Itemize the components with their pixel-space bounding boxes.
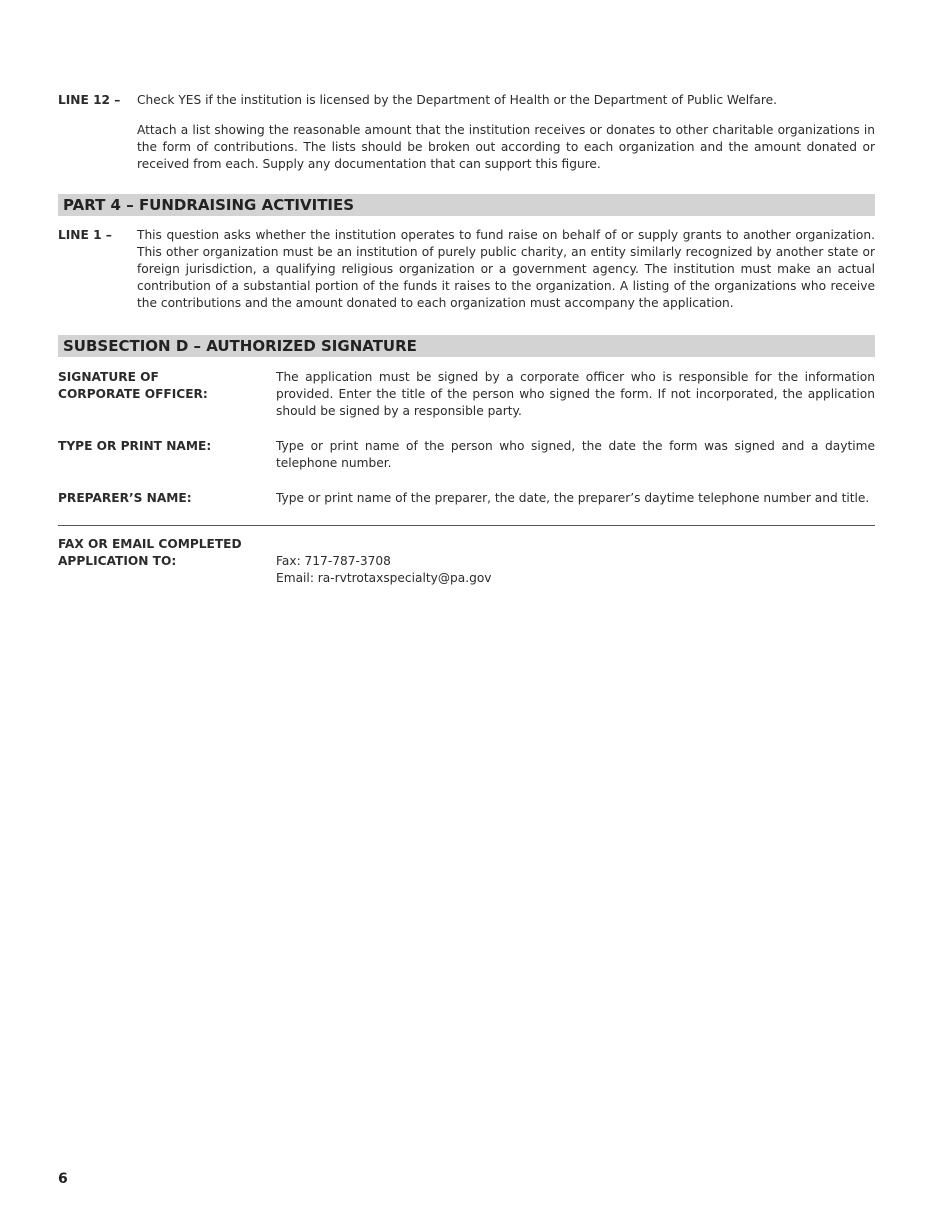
subsection-d-heading: SUBSECTION D – AUTHORIZED SIGNATURE (58, 335, 875, 357)
fax-email-row (58, 536, 875, 587)
preparer-name-term: PREPARER’S NAME: (58, 491, 192, 505)
part-4-line-1-label: LINE 1 – (58, 228, 112, 242)
email-address: Email: ra-rvtrotaxspecialty@pa.gov (276, 571, 492, 585)
part-4-heading: PART 4 – FUNDRAISING ACTIVITIES (58, 194, 875, 216)
type-print-name-row (58, 438, 875, 472)
signature-term: SIGNATURE OF CORPORATE OFFICER: (58, 370, 208, 401)
preparer-name-description: Type or print name of the preparer, the date, the preparer’s daytime telephone number and title. (276, 491, 870, 505)
divider (58, 525, 875, 526)
fax-email-details (276, 536, 875, 587)
line-12-text: Check YES if the institution is licensed by the Department of Health or the Department of Public Welfare. (137, 93, 777, 107)
signature-description: The application must be signed by a corporate officer who is responsible for the information provided. Enter the title of the person who signed the form. If not incorporated, the application should be signed by a responsible party. (276, 370, 875, 418)
page-number: 6 (58, 1171, 68, 1187)
type-print-name-description: Type or print name of the person who signed, the date the form was signed and a daytime telephone number. (276, 439, 875, 470)
line-12-attach-paragraph: Attach a list showing the reasonable amount that the institution receives or donates to other charitable organizations in the form of contributions. The lists should be broken out according to each organization and the amount donated or received from each. Supply any documentation that can support this figure. (137, 123, 875, 171)
line-12-row (58, 92, 875, 109)
signature-row (58, 369, 875, 420)
fax-email-term: FAX OR EMAIL COMPLETED APPLICATION TO: (58, 537, 242, 568)
instructions-page (58, 92, 875, 587)
part-4-line-1-text: This question asks whether the institution operates to fund raise on behalf of or supply grants to another organization. This other organization must be an institution of purely public charity, an entity similarly recognized by another state or foreign jurisdiction, a qualifying religious organization or a government agency. The institution must make an actual contribution of a substantial portion of the funds it raises to the organization. A listing of the organizations who receive the contributions and the amount donated to each organization must accompany the application. (137, 228, 875, 310)
line-12-label: LINE 12 – (58, 93, 121, 107)
preparer-name-row (58, 490, 875, 507)
part-4-line-1-row (58, 227, 875, 312)
type-print-name-term: TYPE OR PRINT NAME: (58, 439, 212, 453)
fax-number: Fax: 717-787-3708 (276, 554, 391, 568)
